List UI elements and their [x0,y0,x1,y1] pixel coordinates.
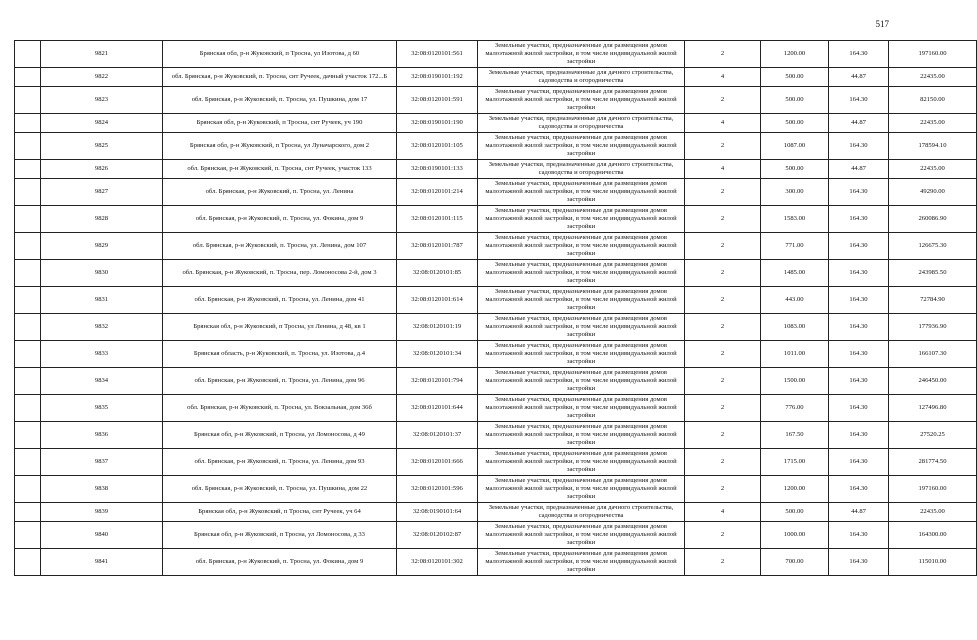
land-use-cell: Земельные участки, предназначенные для размещения домов малоэтажной жилой застройки, в том числе индивидуальной жилой застройки [478,179,685,206]
cadastral-number: 32:08:0120101:115 [397,206,478,233]
area-cell: 1000.00 [761,522,829,549]
land-use-cell: Земельные участки, предназначенные для размещения домов малоэтажной жилой застройки, в том числе индивидуальной жилой застройки [478,449,685,476]
spacer-cell [15,87,41,114]
cadastral-value-cell: 197160.00 [889,476,977,503]
cadastral-value-cell: 246450.00 [889,368,977,395]
row-id: 9826 [41,160,163,179]
cadastral-number: 32:08:0120101:644 [397,395,478,422]
rate-cell: 44.87 [829,160,889,179]
address-cell: Брянская обл, р-н Жуковский, п Тросна, ул Ленина, д 48, кв 1 [163,314,397,341]
group-cell: 2 [685,422,761,449]
group-cell: 2 [685,549,761,576]
area-cell: 1083.00 [761,314,829,341]
area-cell: 500.00 [761,160,829,179]
spacer-cell [15,41,41,68]
group-cell: 2 [685,41,761,68]
land-use-cell: Земельные участки, предназначенные для дачного строительства, садоводства и огородничества [478,160,685,179]
area-cell: 1715.00 [761,449,829,476]
cadastral-value-cell: 22435.00 [889,503,977,522]
group-cell: 2 [685,522,761,549]
spacer-cell [15,233,41,260]
area-cell: 1200.00 [761,476,829,503]
area-cell: 1485.00 [761,260,829,287]
table-row [15,87,977,114]
cadastral-value-cell: 22435.00 [889,68,977,87]
cadastral-value-cell: 115010.00 [889,549,977,576]
spacer-cell [15,287,41,314]
group-cell: 4 [685,114,761,133]
address-cell: Брянская обл, р-н Жуковский, п Тросна, ул Ломоносова, д 33 [163,522,397,549]
land-use-cell: Земельные участки, предназначенные для размещения домов малоэтажной жилой застройки, в том числе индивидуальной жилой застройки [478,314,685,341]
rate-cell: 164.30 [829,522,889,549]
row-id: 9839 [41,503,163,522]
rate-cell: 164.30 [829,476,889,503]
cadastral-number: 32:08:0120102:87 [397,522,478,549]
spacer-cell [15,314,41,341]
land-use-cell: Земельные участки, предназначенные для размещения домов малоэтажной жилой застройки, в том числе индивидуальной жилой застройки [478,549,685,576]
spacer-cell [15,206,41,233]
cadastral-value-cell: 126675.30 [889,233,977,260]
rate-cell: 164.30 [829,449,889,476]
spacer-cell [15,341,41,368]
table-row [15,341,977,368]
cadastral-number: 32:08:0120101:591 [397,87,478,114]
land-use-cell: Земельные участки, предназначенные для размещения домов малоэтажной жилой застройки, в том числе индивидуальной жилой застройки [478,87,685,114]
land-use-cell: Земельные участки, предназначенные для размещения домов малоэтажной жилой застройки, в том числе индивидуальной жилой застройки [478,476,685,503]
row-id: 9837 [41,449,163,476]
spacer-cell [15,395,41,422]
cadastral-number: 32:08:0190101:192 [397,68,478,87]
cadastral-number: 32:08:0120101:85 [397,260,478,287]
table-row [15,287,977,314]
area-cell: 1087.00 [761,133,829,160]
group-cell: 2 [685,287,761,314]
land-use-cell: Земельные участки, предназначенные для размещения домов малоэтажной жилой застройки, в том числе индивидуальной жилой застройки [478,41,685,68]
address-cell: обл. Брянская, р-н Жуковский, п. Тросна, ул. Ленина, дом 96 [163,368,397,395]
cadastral-number: 32:08:0120101:666 [397,449,478,476]
table-row [15,476,977,503]
area-cell: 1011.00 [761,341,829,368]
table-row [15,133,977,160]
cadastral-number: 32:08:0120101:105 [397,133,478,160]
cadastral-number: 32:08:0120101:561 [397,41,478,68]
address-cell: обл. Брянская, р-н Жуковский, п. Тросна, ул. Фокина, дом 9 [163,206,397,233]
row-id: 9833 [41,341,163,368]
cadastral-number: 32:08:0120101:614 [397,287,478,314]
address-cell: обл. Брянская, р-н Жуковский, п. Тросна, ул. Пушкина, дом 17 [163,87,397,114]
table-row [15,422,977,449]
spacer-cell [15,422,41,449]
land-use-cell: Земельные участки, предназначенные для размещения домов малоэтажной жилой застройки, в том числе индивидуальной жилой застройки [478,133,685,160]
group-cell: 2 [685,179,761,206]
area-cell: 1200.00 [761,41,829,68]
table-row [15,549,977,576]
rate-cell: 164.30 [829,395,889,422]
address-cell: Брянская область, р-н Жуковский, п. Тросна, ул. Изотова, д.4 [163,341,397,368]
area-cell: 1583.00 [761,206,829,233]
address-cell: обл. Брянская, р-н Жуковский, п. Тросна, ул. Фокина, дом 9 [163,549,397,576]
cadastral-value-cell: 166107.30 [889,341,977,368]
group-cell: 2 [685,233,761,260]
cadastral-number: 32:08:0120101:787 [397,233,478,260]
land-use-cell: Земельные участки, предназначенные для дачного строительства, садоводства и огородничества [478,68,685,87]
area-cell: 167.50 [761,422,829,449]
group-cell: 4 [685,68,761,87]
table-row [15,206,977,233]
table-row [15,160,977,179]
cadastral-number: 32:08:0120101:596 [397,476,478,503]
spacer-cell [15,179,41,206]
row-id: 9823 [41,87,163,114]
group-cell: 2 [685,206,761,233]
rate-cell: 164.30 [829,179,889,206]
group-cell: 4 [685,503,761,522]
table-row [15,114,977,133]
land-use-cell: Земельные участки, предназначенные для дачного строительства, садоводства и огородничества [478,503,685,522]
address-cell: обл. Брянская, р-н Жуковский, п. Тросна, пер. Ломоносова 2-й, дом 3 [163,260,397,287]
spacer-cell [15,476,41,503]
table-body [15,41,977,576]
group-cell: 4 [685,160,761,179]
area-cell: 500.00 [761,68,829,87]
row-id: 9825 [41,133,163,160]
land-use-cell: Земельные участки, предназначенные для размещения домов малоэтажной жилой застройки, в том числе индивидуальной жилой застройки [478,287,685,314]
group-cell: 2 [685,476,761,503]
page-number: 517 [875,19,889,29]
row-id: 9824 [41,114,163,133]
rate-cell: 164.30 [829,422,889,449]
address-cell: обл. Брянская, р-н Жуковский, п. Тросна, ул. Ленина, дом 41 [163,287,397,314]
table-row [15,314,977,341]
area-cell: 700.00 [761,549,829,576]
cadastral-value-cell: 22435.00 [889,160,977,179]
address-cell: Брянская обл, р-н Жуковский, п Тросна, ул Изотова, д 60 [163,41,397,68]
land-use-cell: Земельные участки, предназначенные для размещения домов малоэтажной жилой застройки, в том числе индивидуальной жилой застройки [478,422,685,449]
address-cell: обл. Брянская, р-н Жуковский, п. Тросна, ул. Ленина, дом 93 [163,449,397,476]
address-cell: обл. Брянская, р-н Жуковский, п. Тросна, ул. Ленина, дом 107 [163,233,397,260]
group-cell: 2 [685,449,761,476]
land-use-cell: Земельные участки, предназначенные для размещения домов малоэтажной жилой застройки, в том числе индивидуальной жилой застройки [478,260,685,287]
land-use-cell: Земельные участки, предназначенные для размещения домов малоэтажной жилой застройки, в том числе индивидуальной жилой застройки [478,522,685,549]
group-cell: 2 [685,260,761,287]
row-id: 9834 [41,368,163,395]
row-id: 9827 [41,179,163,206]
area-cell: 500.00 [761,114,829,133]
rate-cell: 44.87 [829,114,889,133]
area-cell: 1500.00 [761,368,829,395]
row-id: 9829 [41,233,163,260]
row-id: 9841 [41,549,163,576]
table-row [15,503,977,522]
spacer-cell [15,522,41,549]
spacer-cell [15,260,41,287]
address-cell: Брянская обл, р-н Жуковский, п Тросна, снт Ручеек, уч 190 [163,114,397,133]
address-cell: Брянская обл, р-н Жуковский, п Тросна, ул Ломоносова, д 49 [163,422,397,449]
rate-cell: 164.30 [829,233,889,260]
area-cell: 771.00 [761,233,829,260]
rate-cell: 164.30 [829,341,889,368]
group-cell: 2 [685,133,761,160]
address-cell: обл. Брянская, р-н Жуковский, п. Тросна, снт Ручеек, дачный участок 172...Б [163,68,397,87]
table-row [15,368,977,395]
group-cell: 2 [685,314,761,341]
rate-cell: 44.87 [829,68,889,87]
cadastral-number: 32:08:0120101:19 [397,314,478,341]
address-cell: обл. Брянская, р-н Жуковский, п. Тросна, ул. Пушкина, дом 22 [163,476,397,503]
table-row [15,179,977,206]
cadastral-number: 32:08:0190101:190 [397,114,478,133]
spacer-cell [15,449,41,476]
land-registry-table [14,40,977,576]
cadastral-number: 32:08:0120101:34 [397,341,478,368]
table-row [15,68,977,87]
address-cell: обл. Брянская, р-н Жуковский, п. Тросна, снт Ручеек, участок 133 [163,160,397,179]
land-use-cell: Земельные участки, предназначенные для размещения домов малоэтажной жилой застройки, в том числе индивидуальной жилой застройки [478,341,685,368]
cadastral-value-cell: 197160.00 [889,41,977,68]
row-id: 9822 [41,68,163,87]
table-row [15,522,977,549]
group-cell: 2 [685,395,761,422]
group-cell: 2 [685,341,761,368]
rate-cell: 164.30 [829,314,889,341]
cadastral-number: 32:08:0190101:133 [397,160,478,179]
rate-cell: 44.87 [829,503,889,522]
rate-cell: 164.30 [829,206,889,233]
rate-cell: 164.30 [829,368,889,395]
spacer-cell [15,133,41,160]
cadastral-value-cell: 177936.90 [889,314,977,341]
row-id: 9840 [41,522,163,549]
land-use-cell: Земельные участки, предназначенные для размещения домов малоэтажной жилой застройки, в том числе индивидуальной жилой застройки [478,233,685,260]
row-id: 9831 [41,287,163,314]
row-id: 9828 [41,206,163,233]
cadastral-value-cell: 49290.00 [889,179,977,206]
rate-cell: 164.30 [829,549,889,576]
area-cell: 443.00 [761,287,829,314]
spacer-cell [15,549,41,576]
land-use-cell: Земельные участки, предназначенные для размещения домов малоэтажной жилой застройки, в том числе индивидуальной жилой застройки [478,395,685,422]
cadastral-value-cell: 22435.00 [889,114,977,133]
area-cell: 500.00 [761,87,829,114]
cadastral-value-cell: 281774.50 [889,449,977,476]
cadastral-value-cell: 260086.90 [889,206,977,233]
cadastral-number: 32:08:0190101:64 [397,503,478,522]
rate-cell: 164.30 [829,87,889,114]
address-cell: Брянская обл, р-н Жуковский, п Тросна, снт Ручеек, уч 64 [163,503,397,522]
cadastral-value-cell: 82150.00 [889,87,977,114]
land-use-cell: Земельные участки, предназначенные для размещения домов малоэтажной жилой застройки, в том числе индивидуальной жилой застройки [478,206,685,233]
table-row [15,41,977,68]
cadastral-number: 32:08:0120101:302 [397,549,478,576]
rate-cell: 164.30 [829,260,889,287]
cadastral-value-cell: 243985.50 [889,260,977,287]
area-cell: 776.00 [761,395,829,422]
table-row [15,260,977,287]
group-cell: 2 [685,87,761,114]
row-id: 9835 [41,395,163,422]
spacer-cell [15,68,41,87]
land-use-cell: Земельные участки, предназначенные для дачного строительства, садоводства и огородничества [478,114,685,133]
address-cell: обл. Брянская, р-н Жуковский, п. Тросна, ул. Ленина [163,179,397,206]
table-row [15,233,977,260]
table-row [15,449,977,476]
row-id: 9836 [41,422,163,449]
rate-cell: 164.30 [829,133,889,160]
address-cell: Брянская обл, р-н Жуковский, п Тросна, ул Луначарского, дом 2 [163,133,397,160]
row-id: 9821 [41,41,163,68]
area-cell: 300.00 [761,179,829,206]
row-id: 9832 [41,314,163,341]
cadastral-value-cell: 72784.90 [889,287,977,314]
table-row [15,395,977,422]
group-cell: 2 [685,368,761,395]
area-cell: 500.00 [761,503,829,522]
cadastral-value-cell: 164300.00 [889,522,977,549]
address-cell: обл. Брянская, р-н Жуковский, п. Тросна, ул. Вокзальная, дом 36б [163,395,397,422]
cadastral-number: 32:08:0120101:37 [397,422,478,449]
spacer-cell [15,160,41,179]
spacer-cell [15,114,41,133]
rate-cell: 164.30 [829,41,889,68]
row-id: 9838 [41,476,163,503]
cadastral-value-cell: 127496.80 [889,395,977,422]
rate-cell: 164.30 [829,287,889,314]
cadastral-value-cell: 178594.10 [889,133,977,160]
spacer-cell [15,368,41,395]
spacer-cell [15,503,41,522]
land-use-cell: Земельные участки, предназначенные для размещения домов малоэтажной жилой застройки, в том числе индивидуальной жилой застройки [478,368,685,395]
row-id: 9830 [41,260,163,287]
cadastral-number: 32:08:0120101:214 [397,179,478,206]
cadastral-number: 32:08:0120101:794 [397,368,478,395]
cadastral-value-cell: 27520.25 [889,422,977,449]
